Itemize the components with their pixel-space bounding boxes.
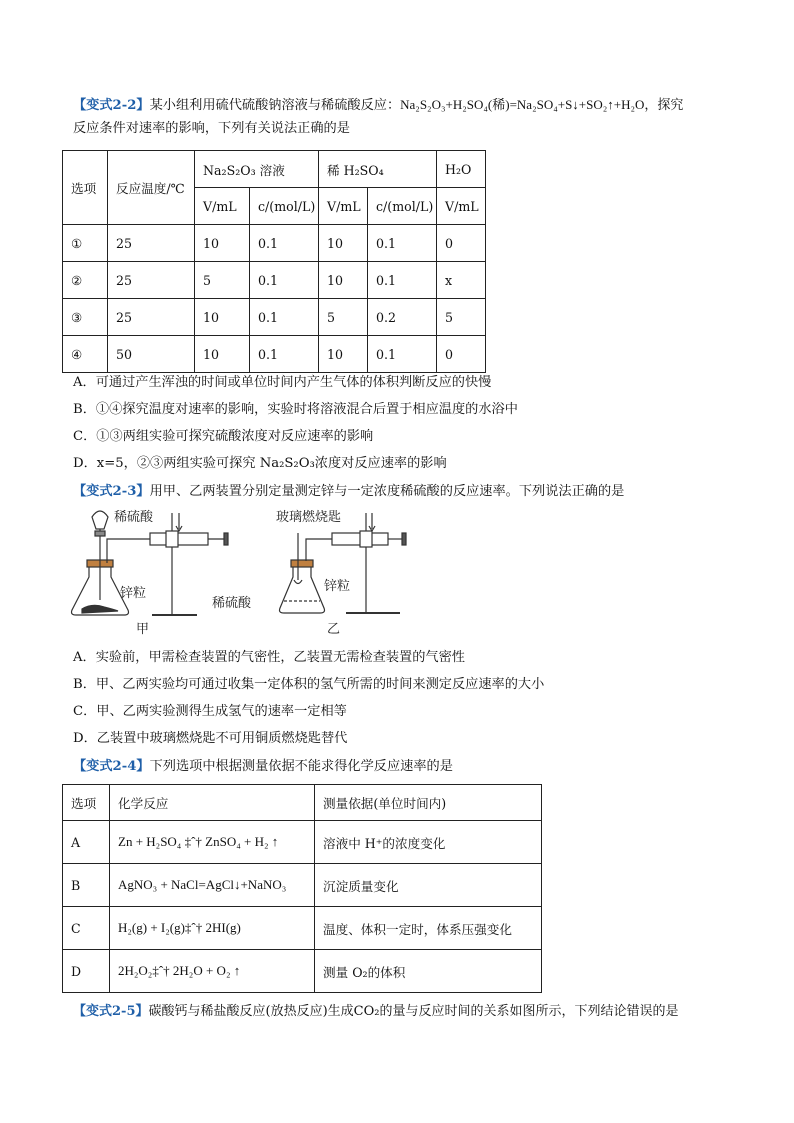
label-jia: 甲 — [136, 622, 150, 637]
header-volume: V/mL — [319, 188, 368, 225]
table-cell: 10 — [195, 299, 250, 336]
question-text: 下列选项中根据测量依据不能求得化学反应速率的是 — [149, 759, 453, 774]
label-yi-acid: 稀硫酸 — [212, 596, 252, 611]
table-cell: ② — [63, 262, 108, 299]
table-cell: 0.2 — [368, 299, 437, 336]
table-cell: 25 — [108, 299, 195, 336]
table-row — [63, 864, 542, 907]
option-a: A．实验前，甲需检查装置的气密性，乙装置无需检查装置的气密性 — [73, 650, 465, 665]
table-cell: 0.1 — [250, 299, 319, 336]
option-d: D．x=5，②③两组实验可探究 Na₂S₂O₃浓度对反应速率的影响 — [73, 456, 447, 471]
header-h2so4: 稀 H₂SO₄ — [319, 151, 437, 188]
question-2-4 — [73, 755, 733, 778]
table-cell: ③ — [63, 299, 108, 336]
table-cell: x — [437, 262, 486, 299]
zinc-granules-jia — [82, 605, 118, 613]
apparatus-jia — [72, 511, 229, 615]
table-cell: 10 — [319, 262, 368, 299]
table-cell: 10 — [195, 336, 250, 373]
table-cell: 0 — [437, 336, 486, 373]
apparatus-yi — [280, 513, 407, 613]
reaction-table — [62, 784, 542, 993]
table-cell: AgNO₃ + NaCl=AgCl↓+NaNO₃ — [110, 864, 315, 907]
question-2-3 — [73, 480, 733, 503]
table-cell: 溶液中 H⁺的浓度变化 — [315, 821, 542, 864]
table-cell: 0.1 — [250, 336, 319, 373]
table-cell: 0.1 — [250, 262, 319, 299]
table-cell: D — [63, 950, 110, 993]
table-row — [63, 907, 542, 950]
header-concentration: c/(mol/L) — [250, 188, 319, 225]
table-cell: 5 — [195, 262, 250, 299]
option-c: C．①③两组实验可探究硫酸浓度对反应速率的影响 — [73, 429, 374, 444]
question-2-2 — [73, 93, 733, 140]
table-cell: ④ — [63, 336, 108, 373]
label-jia-acid: 稀硫酸 — [114, 510, 154, 525]
tube-yi — [306, 539, 332, 561]
funnel-jia — [92, 511, 108, 529]
table-cell: 0 — [437, 225, 486, 262]
table-cell: 0.1 — [368, 225, 437, 262]
table-cell: 沉淀质量变化 — [315, 864, 542, 907]
apparatus-figure — [62, 505, 422, 640]
table-cell: B — [63, 864, 110, 907]
table-row — [63, 262, 486, 299]
syringe-jia — [150, 533, 208, 545]
label-jia-zinc: 锌粒 — [120, 586, 147, 601]
table-cell: 10 — [319, 225, 368, 262]
header-volume: V/mL — [437, 188, 486, 225]
table-cell: H₂(g) + I₂(g)‡ˆ† 2HI(g) — [110, 907, 315, 950]
table-cell: 0.1 — [250, 225, 319, 262]
table-cell: 10 — [195, 225, 250, 262]
header-reaction: 化学反应 — [110, 785, 315, 821]
option-d: D．乙装置中玻璃燃烧匙不可用铜质燃烧匙替代 — [73, 731, 348, 746]
header-h2o: H₂O — [437, 151, 486, 188]
table-cell: 5 — [319, 299, 368, 336]
option-a: A．可通过产生浑浊的时间或单位时间内产生气体的体积判断反应的快慢 — [73, 375, 492, 390]
question-text: 碳酸钙与稀盐酸反应(放热反应)生成CO₂的量与反应时间的关系如图所示，下列结论错误的是 — [148, 1004, 679, 1019]
header-option: 选项 — [63, 151, 108, 225]
label-yi-spoon: 玻璃燃烧匙 — [276, 510, 342, 525]
table-cell: Zn + H₂SO₄ ‡ˆ† ZnSO₄ + H₂ ↑ — [110, 821, 315, 864]
table-cell: 25 — [108, 262, 195, 299]
label-yi-zinc: 锌粒 — [324, 579, 351, 594]
table-cell: 测量 O₂的体积 — [315, 950, 542, 993]
reaction-equation: Na₂S₂O₃+H₂SO₄(稀)=Na₂SO₄+S↓+SO₂↑+H₂O，探究 — [400, 97, 684, 112]
table-cell: C — [63, 907, 110, 950]
table-row — [63, 821, 542, 864]
header-temperature: 反应温度/℃ — [108, 151, 195, 225]
question-text: 用甲、乙两装置分别定量测定锌与一定浓度稀硫酸的反应速率。下列说法正确的是 — [149, 484, 625, 499]
table-cell: 0.1 — [368, 336, 437, 373]
table-cell: 50 — [108, 336, 195, 373]
option-b: B．甲、乙两实验均可通过收集一定体积的氢气所需的时间来测定反应速率的大小 — [73, 677, 545, 692]
flask-yi — [280, 567, 325, 613]
table-row — [63, 950, 542, 993]
question-tag: 【变式2-5】 — [73, 1004, 149, 1019]
table-cell: 10 — [319, 336, 368, 373]
question-2-5 — [73, 1000, 733, 1023]
table-row — [63, 225, 486, 262]
table-cell: A — [63, 821, 110, 864]
question-tag: 【变式2-3】 — [73, 484, 150, 499]
question-tag: 【变式2-2】 — [73, 98, 150, 113]
table-cell: 2H₂O₂‡ˆ† 2H₂O + O₂ ↑ — [110, 950, 315, 993]
stopper-yi — [291, 560, 313, 567]
header-volume: V/mL — [195, 188, 250, 225]
option-b: B．①④探究温度对速率的影响，实验时将溶液混合后置于相应温度的水浴中 — [73, 402, 518, 417]
header-option: 选项 — [63, 785, 110, 821]
question-text: 某小组利用硫代硫酸钠溶液与稀硫酸反应： — [149, 98, 401, 113]
table-cell: ① — [63, 225, 108, 262]
experiment-table — [62, 150, 486, 373]
header-basis: 测量依据(单位时间内) — [315, 785, 542, 821]
table-cell: 温度、体积一定时，体系压强变化 — [315, 907, 542, 950]
option-c: C．甲、乙两实验测得生成氢气的速率一定相等 — [73, 704, 347, 719]
header-na2s2o3: Na₂S₂O₃ 溶液 — [195, 151, 319, 188]
question-tag: 【变式2-4】 — [73, 759, 150, 774]
header-concentration: c/(mol/L) — [368, 188, 437, 225]
table-row — [63, 299, 486, 336]
question-text-line2: 反应条件对速率的影响，下列有关说法正确的是 — [73, 121, 350, 136]
table-row — [63, 336, 486, 373]
table-cell: 0.1 — [368, 262, 437, 299]
table-cell: 5 — [437, 299, 486, 336]
table-cell: 25 — [108, 225, 195, 262]
label-yi: 乙 — [327, 622, 341, 637]
